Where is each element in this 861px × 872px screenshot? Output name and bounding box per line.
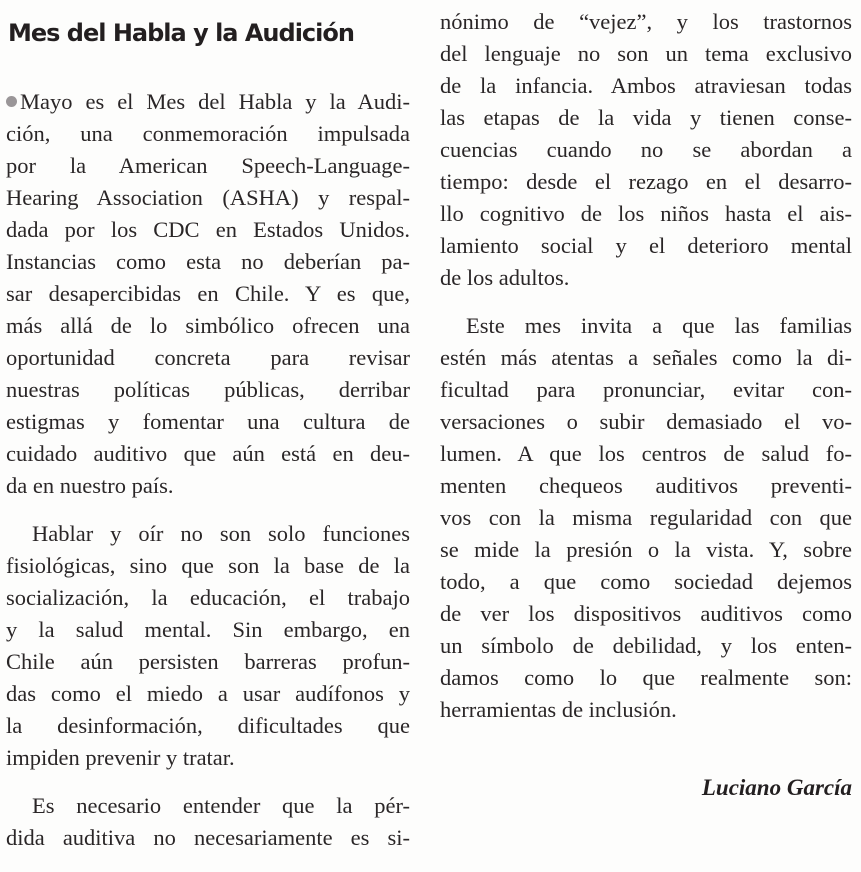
text-line: damos como lo que realmente son: — [440, 665, 852, 690]
bullet-dot-icon — [6, 96, 17, 107]
text-line: las etapas de la vida y tienen conse- — [440, 105, 852, 130]
text-line: estén más atentas a señales como la di- — [440, 345, 852, 370]
text-line: vos con la misma regularidad con que — [440, 505, 852, 530]
text-line: de los adultos. — [440, 265, 570, 290]
text-line: lamiento social y el deterioro mental — [440, 233, 852, 258]
text-line: lumen. A que los centros de salud fo- — [440, 441, 852, 466]
article-headline: Mes del Habla y la Audición — [8, 19, 354, 47]
text-line: da en nuestro país. — [6, 473, 174, 498]
text-line: del lenguaje no son un tema exclusivo — [440, 41, 852, 66]
text-line: oportunidad concreta para revisar — [6, 345, 410, 370]
text-line: Instancias como esta no deberían pa- — [6, 249, 410, 274]
text-line: nuestras políticas públicas, derribar — [6, 377, 410, 402]
text-line: cuidado auditivo que aún está en deu- — [6, 441, 410, 466]
text-line: llo cognitivo de los niños hasta el ais- — [440, 201, 852, 226]
text-line: por la American Speech-Language- — [6, 153, 410, 178]
text-line: se mide la presión o la vista. Y, sobre — [440, 537, 852, 562]
text-line: Hearing Association (ASHA) y respal- — [6, 185, 410, 210]
text-line: dada por los CDC en Estados Unidos. — [6, 217, 410, 242]
text-line: más allá de lo simbólico ofrecen una — [6, 313, 410, 338]
text-line: nónimo de “vejez”, y los trastornos — [440, 9, 852, 34]
text-line: y la salud mental. Sin embargo, en — [6, 617, 410, 642]
text-line: Chile aún persisten barreras profun- — [6, 649, 410, 674]
text-line: socialización, la educación, el trabajo — [6, 585, 410, 610]
text-line: Hablar y oír no son solo funciones — [32, 521, 410, 546]
text-line: estigmas y fomentar una cultura de — [6, 409, 410, 434]
text-line: impiden prevenir y tratar. — [6, 745, 235, 770]
text-line: cuencias cuando no se abordan a — [440, 137, 852, 162]
text-line: sar desapercibidas en Chile. Y es que, — [6, 281, 410, 306]
text-line: fisiológicas, sino que son la base de la — [6, 553, 410, 578]
text-line: ción, una conmemoración impulsada — [6, 121, 410, 146]
column-gutter — [424, 0, 425, 872]
text-line: das como el miedo a usar audífonos y — [6, 681, 410, 706]
text-line: tiempo: desde el rezago en el desarro- — [440, 169, 852, 194]
text-line: Es necesario entender que la pér- — [32, 793, 410, 818]
text-line: Este mes invita a que las familias — [466, 313, 852, 338]
text-line: dida auditiva no necesariamente es si- — [6, 825, 410, 850]
text-line: versaciones o subir demasiado el vo- — [440, 409, 852, 434]
text-line: herramientas de inclusión. — [440, 697, 677, 722]
author-signature: Luciano García — [701, 775, 852, 800]
text-line: de la infancia. Ambos atraviesan todas — [440, 73, 852, 98]
text-line: menten chequeos auditivos preventi- — [440, 473, 852, 498]
text-line: todo, a que como sociedad dejemos — [440, 569, 852, 594]
text-line: la desinformación, dificultades que — [6, 713, 410, 738]
text-line: ficultad para pronunciar, evitar con- — [440, 377, 852, 402]
text-line: un símbolo de debilidad, y los enten- — [440, 633, 852, 658]
text-line: Mayo es el Mes del Habla y la Audi- — [6, 86, 410, 118]
text-line: de ver los dispositivos auditivos como — [440, 601, 852, 626]
